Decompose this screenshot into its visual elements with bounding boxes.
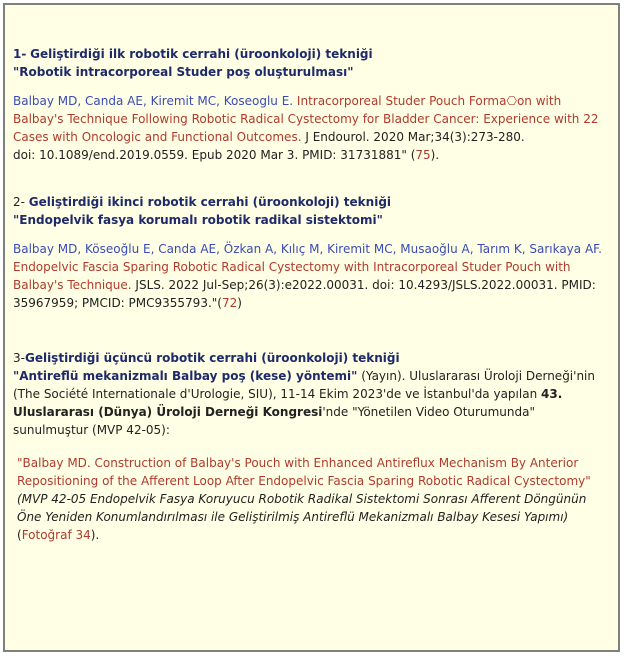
section-2-authors: Balbay MD, Köseoğlu E, Canda AE, Özkan A, Kılıç M, Kiremit MC, Musaoğlu A, Tarım K, Sarıkaya AF. bbox=[13, 242, 602, 256]
section-2-close: ) bbox=[237, 296, 242, 310]
section-3-turkish-title: (MVP 42-05 Endopelvik Fasya Koruyucu Robotik Radikal Sistektomi Sonrası Afferent Döngünün Öne Yeniden Konumlandırılması ile Geliştirilmiş Antireflü Mekanizmalı Balbay Kesesi Yapımı) bbox=[17, 492, 587, 524]
section-2-reference-link[interactable]: 72 bbox=[221, 296, 238, 310]
section-1-title: Geliştirdiği ilk robotik cerrahi (üroonkoloji) tekniği bbox=[30, 47, 373, 61]
section-1-doi-text: doi: 10.1089/end.2019.0559. Epub 2020 Mar 3. PMID: 31731881" ( bbox=[13, 148, 416, 162]
section-3-heading bbox=[13, 349, 610, 367]
section-1-doi bbox=[13, 146, 610, 164]
section-1-close: ). bbox=[430, 148, 440, 162]
section-3-presentation-title: "Balbay MD. Construction of Balbay's Pouch with Enhanced Antireflux Mechanism By Anterior Repositioning of the Afferent Loop After Endopelvic Fascia Sparing Robotic Radical Cystectomy" bbox=[17, 456, 591, 488]
section-1-journal: J Endourol. 2020 Mar;34(3):273-280. bbox=[305, 130, 525, 144]
section-3-text-2: 'nde "Yönetilen Video Oturumunda" sunulmuştur (MVP 42-05): bbox=[13, 405, 535, 437]
section-1-heading bbox=[13, 45, 610, 63]
section-1-reference-link[interactable]: 75 bbox=[415, 148, 431, 162]
section-3-text-1: (Yayın). Uluslararası Üroloji Derneği'nin (The Société Internationale d'Urologie, SIU), 11-14 Ekim 2023'de ve İstanbul'da yapılan bbox=[13, 369, 595, 401]
section-3-subtitle: "Antireflü mekanizmalı Balbay poş (kese) yöntemi" bbox=[13, 369, 358, 383]
section-3-body bbox=[13, 367, 610, 439]
section-2-subtitle: "Endopelvik fasya korumalı robotik radikal sistektomi" bbox=[13, 213, 383, 227]
section-3-presentation bbox=[13, 454, 610, 544]
section-3-number: 3- bbox=[13, 351, 25, 365]
section-1-subtitle: "Robotik intracorporeal Studer poş oluşturulması" bbox=[13, 65, 354, 79]
section-2-title: Geliştirdiği ikinci robotik cerrahi (üroonkoloji) tekniği bbox=[28, 195, 392, 209]
section-3-photo-close: ). bbox=[90, 528, 100, 542]
section-2-number: 2- bbox=[13, 195, 25, 209]
section-1-number: 1- bbox=[13, 47, 27, 61]
section-1-citation bbox=[13, 92, 610, 146]
section-3-photo-open: ( bbox=[17, 528, 22, 542]
section-3-title: Geliştirdiği üçüncü robotik cerrahi (üroonkoloji) tekniği bbox=[24, 351, 400, 365]
document-content bbox=[13, 45, 610, 544]
section-2-journal: JSLS. 2022 Jul-Sep;26(3):e2022.00031. doi: 10.4293/JSLS.2022.00031. PMID: 35967959; PMCID: PMC9355793."( bbox=[13, 278, 596, 310]
section-1-authors: Balbay MD, Canda AE, Kiremit MC, Koseoglu E. bbox=[13, 94, 294, 108]
section-3-congress: 43. Uluslararası (Dünya) Üroloji Derneği Kongresi bbox=[13, 387, 563, 419]
section-2-article-title: Endopelvic Fascia Sparing Robotic Radical Cystectomy with Intracorporeal Studer Pouch with Balbay's Technique. bbox=[13, 260, 571, 292]
section-2-heading bbox=[13, 193, 610, 211]
document-page bbox=[3, 3, 620, 652]
section-3-photo-link[interactable]: Fotoğraf 34 bbox=[21, 528, 91, 542]
section-2-citation bbox=[13, 240, 610, 312]
section-1-article-title: Intracorporeal Studer Pouch Forma⎔on with Balbay's Technique Following Robotic Radical Cystectomy for Bladder Cancer: Experience with 22 Cases with Oncologic and Functional Outcomes. bbox=[13, 94, 599, 144]
